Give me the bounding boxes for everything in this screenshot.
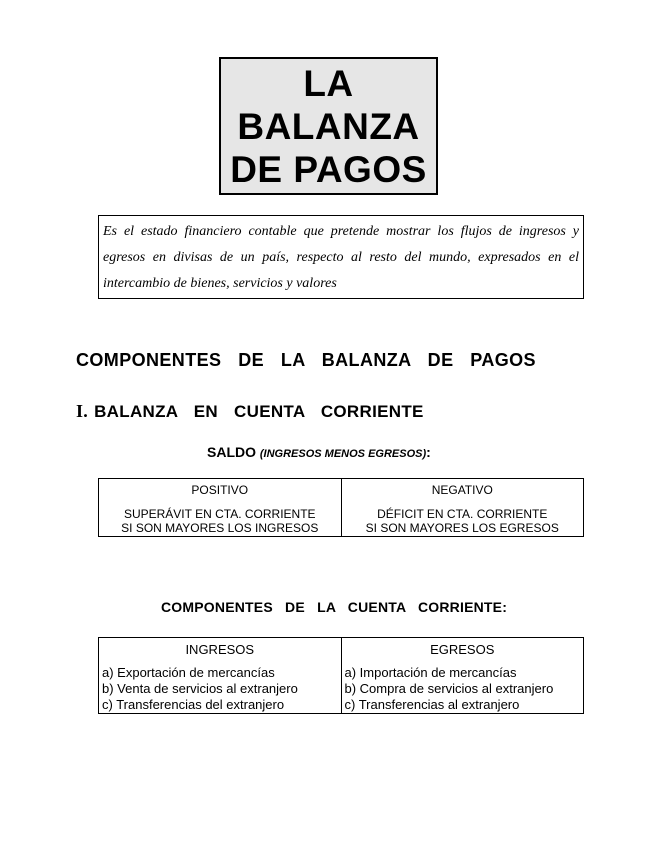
ingresos-item: c) Transferencias del extranjero [102,697,285,712]
document-title [219,57,438,195]
egresos-item: b) Compra de servicios al extranjero [344,681,554,696]
saldo-negative-line: SI SON MAYORES LOS EGRESOS [365,521,559,535]
saldo-positive-cell [99,502,342,537]
saldo-table [98,478,584,537]
section-numeral: I. [76,401,89,421]
saldo-negative-cell [341,502,584,537]
ingresos-header: INGRESOS [99,638,342,663]
egresos-cell [341,662,584,714]
egresos-item: a) Importación de mercancías [344,665,517,680]
components-heading: COMPONENTES DE LA BALANZA DE PAGOS [76,350,536,370]
title-line-3: DE PAGOS [230,148,427,190]
definition-box: Es el estado financiero contable que pretende mostrar los flujos de ingresos y egresos en divisas de un país, respecto al resto del mundo, expresados en el intercambio de bienes, servicios y valores [98,215,584,299]
egresos-header: EGRESOS [341,638,584,663]
saldo-positive-line: SI SON MAYORES LOS INGRESOS [121,521,319,535]
ingresos-cell [99,662,342,714]
saldo-label: SALDO [207,444,256,460]
current-account-components-heading: COMPONENTES DE LA CUENTA CORRIENTE: [161,599,508,615]
ingresos-item: b) Venta de servicios al extranjero [102,681,298,696]
saldo-positive-line: SUPERÁVIT EN CTA. CORRIENTE [123,507,316,521]
saldo-heading [207,444,431,460]
saldo-negative-header: NEGATIVO [341,479,584,503]
section-heading-current-account [76,401,424,422]
egresos-item: c) Transferencias al extranjero [344,697,520,712]
ingresos-item: a) Exportación de mercancías [102,665,275,680]
title-line-2: BALANZA [237,105,420,147]
saldo-positive-header: POSITIVO [99,479,342,503]
saldo-paren: (INGRESOS MENOS EGRESOS) [259,448,427,460]
section-title: BALANZA EN CUENTA CORRIENTE [94,402,424,421]
saldo-negative-line: DÉFICIT EN CTA. CORRIENTE [377,507,548,521]
saldo-suffix: : [426,444,431,460]
current-account-table [98,637,584,714]
title-line-1: LA [303,62,354,104]
